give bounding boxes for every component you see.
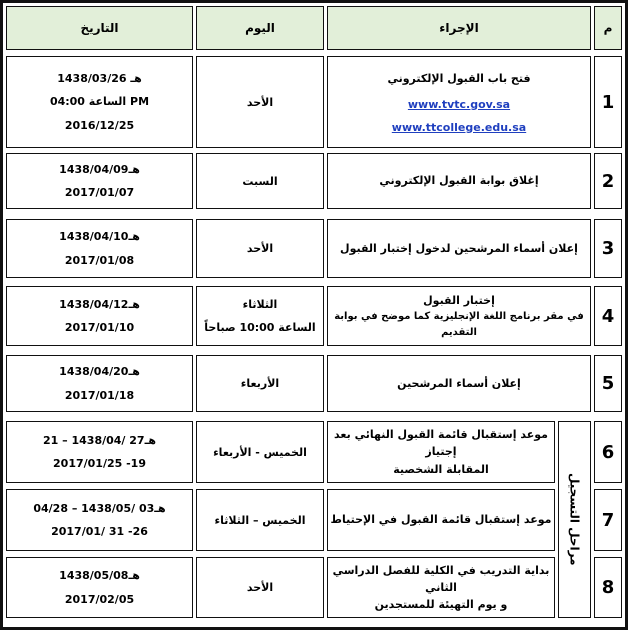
day-label: الثلاثاء xyxy=(242,298,278,311)
row-number: 3 xyxy=(601,238,615,259)
day-label: الخميس – الثلاثاء xyxy=(214,513,306,527)
row-number: 2 xyxy=(601,170,615,192)
day-time: الساعة 10:00 صباحاً xyxy=(204,321,316,334)
group-label: مراحل التسجيل xyxy=(567,473,582,566)
row-6-day xyxy=(196,421,324,483)
action-line: موعد إستقبال قائمة القبول في الإحتياط xyxy=(330,513,552,527)
date-line: 04/28 – 1438/05/ 03هـ xyxy=(33,501,166,515)
day-label: الأحد xyxy=(246,242,274,255)
row-2-action xyxy=(327,153,591,209)
day-label: الخميس - الأربعاء xyxy=(213,445,307,459)
row-8-date xyxy=(6,557,193,618)
date-line: 2017/01/ 31 -26 xyxy=(51,525,148,538)
row-3-action xyxy=(327,219,591,278)
day-label: الأحد xyxy=(246,581,274,594)
header-date xyxy=(6,6,193,50)
row-2-date xyxy=(6,153,193,209)
date-line: 1438/04/09هـ xyxy=(59,162,140,176)
row-5-day xyxy=(196,355,324,412)
registration-stages-group xyxy=(558,421,591,618)
row-number: 8 xyxy=(601,577,615,598)
date-line: 2017/02/05 xyxy=(64,592,135,606)
header-m-label: م xyxy=(603,21,613,35)
header-action-label: الإجراء xyxy=(439,21,479,35)
row-7-action xyxy=(327,489,555,551)
date-line: 2017/01/08 xyxy=(64,253,135,267)
row-number: 7 xyxy=(601,509,615,531)
row-number: 1 xyxy=(601,91,615,113)
action-line: إعلان أسماء المرشحين xyxy=(397,376,521,390)
row-8-num xyxy=(594,557,622,618)
row-3-date xyxy=(6,219,193,278)
row-7-date xyxy=(6,489,193,551)
header-day xyxy=(196,6,324,50)
row-6-num xyxy=(594,421,622,483)
row-2-num xyxy=(594,153,622,209)
link-tvtc[interactable]: www.tvtc.gov.sa xyxy=(407,97,511,111)
row-4-date xyxy=(6,286,193,346)
row-number: 4 xyxy=(601,305,615,327)
date-line: 1438/05/08هـ xyxy=(59,569,140,583)
row-6-action xyxy=(327,421,555,483)
row-4-day xyxy=(196,286,324,346)
header-m xyxy=(594,6,622,50)
row-3-day xyxy=(196,219,324,278)
date-line: 2017/01/07 xyxy=(64,186,135,199)
action-line: فتح باب القبول الإلكتروني xyxy=(387,72,531,86)
date-line: 2017/01/18 xyxy=(64,388,135,402)
header-day-label: اليوم xyxy=(245,21,275,35)
link-ttcollege[interactable]: www.ttcollege.edu.sa xyxy=(391,120,527,134)
day-label: الأربعاء xyxy=(240,377,280,390)
action-line: المقابلة الشخصية xyxy=(393,462,489,476)
date-line: 1438/04/20هـ xyxy=(59,365,140,379)
header-action xyxy=(327,6,591,50)
row-6-date xyxy=(6,421,193,483)
date-line: 21 – 1438/04/ 27هـ xyxy=(43,433,156,447)
action-line: بداية التدريب في الكلية للفصل الدراسي الثاني xyxy=(332,563,550,594)
row-1-date xyxy=(6,56,193,148)
date-line: 1438/04/12هـ xyxy=(59,297,140,311)
row-4-action xyxy=(327,286,591,346)
date-line: 1438/03/26 هـ xyxy=(57,72,142,86)
day-label: الأحد xyxy=(246,95,274,109)
action-line: موعد إستقبال قائمة القبول النهائي بعد إجتياز xyxy=(334,428,548,459)
row-7-day xyxy=(196,489,324,551)
date-line: 1438/04/10هـ xyxy=(59,230,140,244)
date-line: 2017/01/25 -19 xyxy=(53,457,146,470)
action-line: و يوم التهيئة للمستجدين xyxy=(374,598,508,612)
row-5-date xyxy=(6,355,193,412)
row-2-day xyxy=(196,153,324,209)
row-8-day xyxy=(196,557,324,618)
date-line: 2016/12/25 xyxy=(64,118,135,132)
row-1-day xyxy=(196,56,324,148)
action-line: إغلاق بوابة القبول الإلكتروني xyxy=(379,174,539,188)
date-line: 2017/01/10 xyxy=(64,321,135,334)
day-label: السبت xyxy=(242,174,278,188)
row-5-action xyxy=(327,355,591,412)
date-line: الساعة 04:00 PM xyxy=(49,95,150,109)
row-1-num xyxy=(594,56,622,148)
row-3-num xyxy=(594,219,622,278)
row-1-action xyxy=(327,56,591,148)
row-4-num xyxy=(594,286,622,346)
row-number: 6 xyxy=(601,441,615,463)
row-7-num xyxy=(594,489,622,551)
header-date-label: التاريخ xyxy=(80,21,119,35)
action-line: في مقر برنامج اللغة الإنجليزية كما موضح في بوابة التقديم xyxy=(334,311,584,338)
row-8-action xyxy=(327,557,555,618)
row-number: 5 xyxy=(601,373,615,394)
action-line: إختبار القبول xyxy=(423,293,495,307)
action-line: إعلان أسماء المرشحين لدخول إختبار القبول xyxy=(340,241,578,255)
row-5-num xyxy=(594,355,622,412)
